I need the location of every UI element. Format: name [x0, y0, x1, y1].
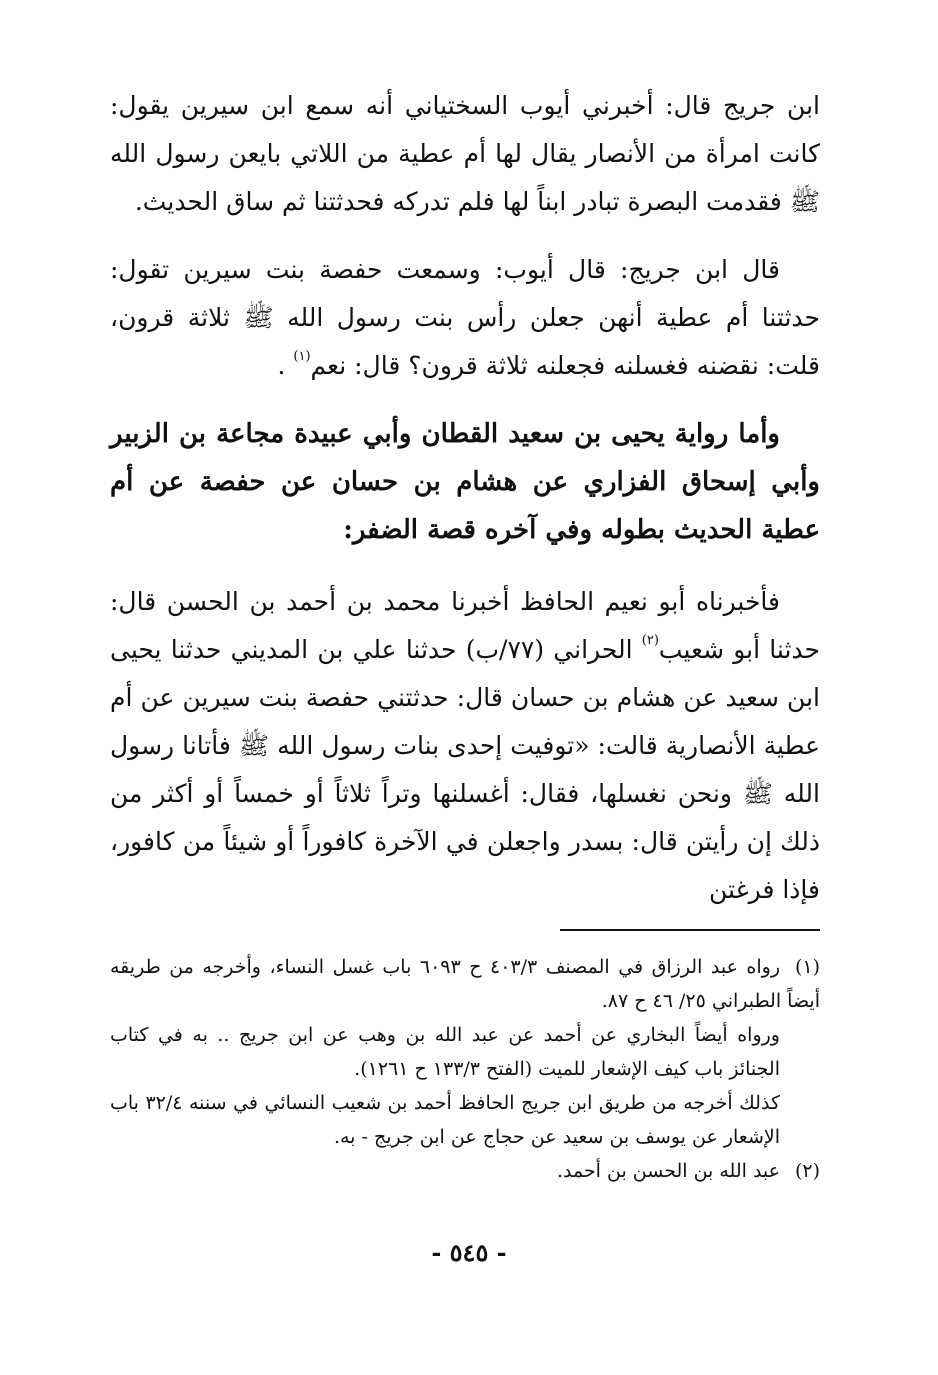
paragraph-3-text-a: فأخبرناه أبو نعيم الحافظ أخبرنا محمد بن أحمد بن الحسن قال: حدثنا أبو شعيب [110, 587, 820, 664]
footnotes [110, 950, 820, 1188]
footnote-1-continuation-b [110, 1086, 820, 1154]
footnote-1c-text: كذلك أخرجه من طريق ابن جريج الحافظ أحمد بن شعيب النسائي في سننه ٣٢/٤ باب الإشعار عن يوسف بن سعيد عن حجاج عن ابن جريج - به. [110, 1092, 780, 1148]
footnote-1-number: (١) [794, 956, 821, 978]
paragraph-1 [110, 82, 820, 226]
section-heading-text: وأما رواية يحيى بن سعيد القطان وأبي عبيدة مجاعة بن الزبير وأبي إسحاق الفزاري عن هشام بن حسان عن حفصة عن أم عطية الحديث بطوله وفي آخره قصة الضفر: [110, 419, 820, 545]
footnote-2 [110, 1154, 820, 1188]
section-heading [110, 410, 820, 554]
footnote-2-number: (٢) [794, 1160, 820, 1182]
paragraph-3 [110, 578, 820, 914]
footnote-1b-text: ورواه أيضاً البخاري عن أحمد عن عبد الله بن وهب عن ابن جريج .. به في كتاب الجنائز باب كيف الإشعار للميت (الفتح ١٣٣/٣ ح ١٢٦١). [110, 1024, 780, 1080]
main-text [110, 82, 820, 934]
footnote-ref-1[interactable]: (١) [293, 349, 311, 364]
paragraph-2-text: قال ابن جريج: قال أيوب: وسمعت حفصة بنت سيرين تقول: حدثتنا أم عطية أنهن جعلن رأس بنت رسول الله ﷺ ثلاثة قرون، قلت: نقضنه فغسلنه فجعلنه ثلاثة قرون؟ قال: نعم [110, 255, 820, 380]
footnote-ref-2[interactable]: (٢) [641, 633, 659, 648]
footnote-1-continuation-a [110, 1018, 820, 1086]
footnote-1-text: رواه عبد الرزاق في المصنف ٤٠٣/٣ ح ٦٠٩٣ باب غسل النساء، وأخرجه من طريقه أيضاً الطبراني ٢٥/ ٤٦ ح ٨٧. [110, 956, 820, 1012]
paragraph-3-text-b: الحراني (٧٧/ب) حدثنا علي بن المديني حدثنا يحيى ابن سعيد عن هشام بن حسان قال: حدثتني حفصة بنت سيرين عن أم عطية الأنصارية قالت: «توفيت إحدى بنات رسول الله ﷺ فأتانا رسول الله ﷺ ونحن نغسلها، فقال: أغسلنها وتراً ثلاثاً أو خمساً أو أكثر من ذلك إن رأيتن قال: بسدر واجعلن في الآخرة كافوراً أو شيئاً من كافور، فإذا فرغتن [110, 635, 820, 904]
paragraph-2-end: . [277, 351, 294, 380]
paragraph-1-text: ابن جريج قال: أخبرني أيوب السختياني أنه سمع ابن سيرين يقول: كانت امرأة من الأنصار يقال لها أم عطية من اللاتي بايعن رسول الله ﷺ فقدمت البصرة تبادر ابناً لها فلم تدركه فحدثتنا ثم ساق الحديث. [110, 91, 820, 216]
footnote-divider [560, 929, 820, 931]
footnote-2-text: عبد الله بن الحسن بن أحمد. [556, 1160, 780, 1182]
footnote-1 [110, 950, 820, 1018]
paragraph-2 [110, 246, 820, 390]
page-number: - ٥٤٥ - [431, 1238, 507, 1267]
